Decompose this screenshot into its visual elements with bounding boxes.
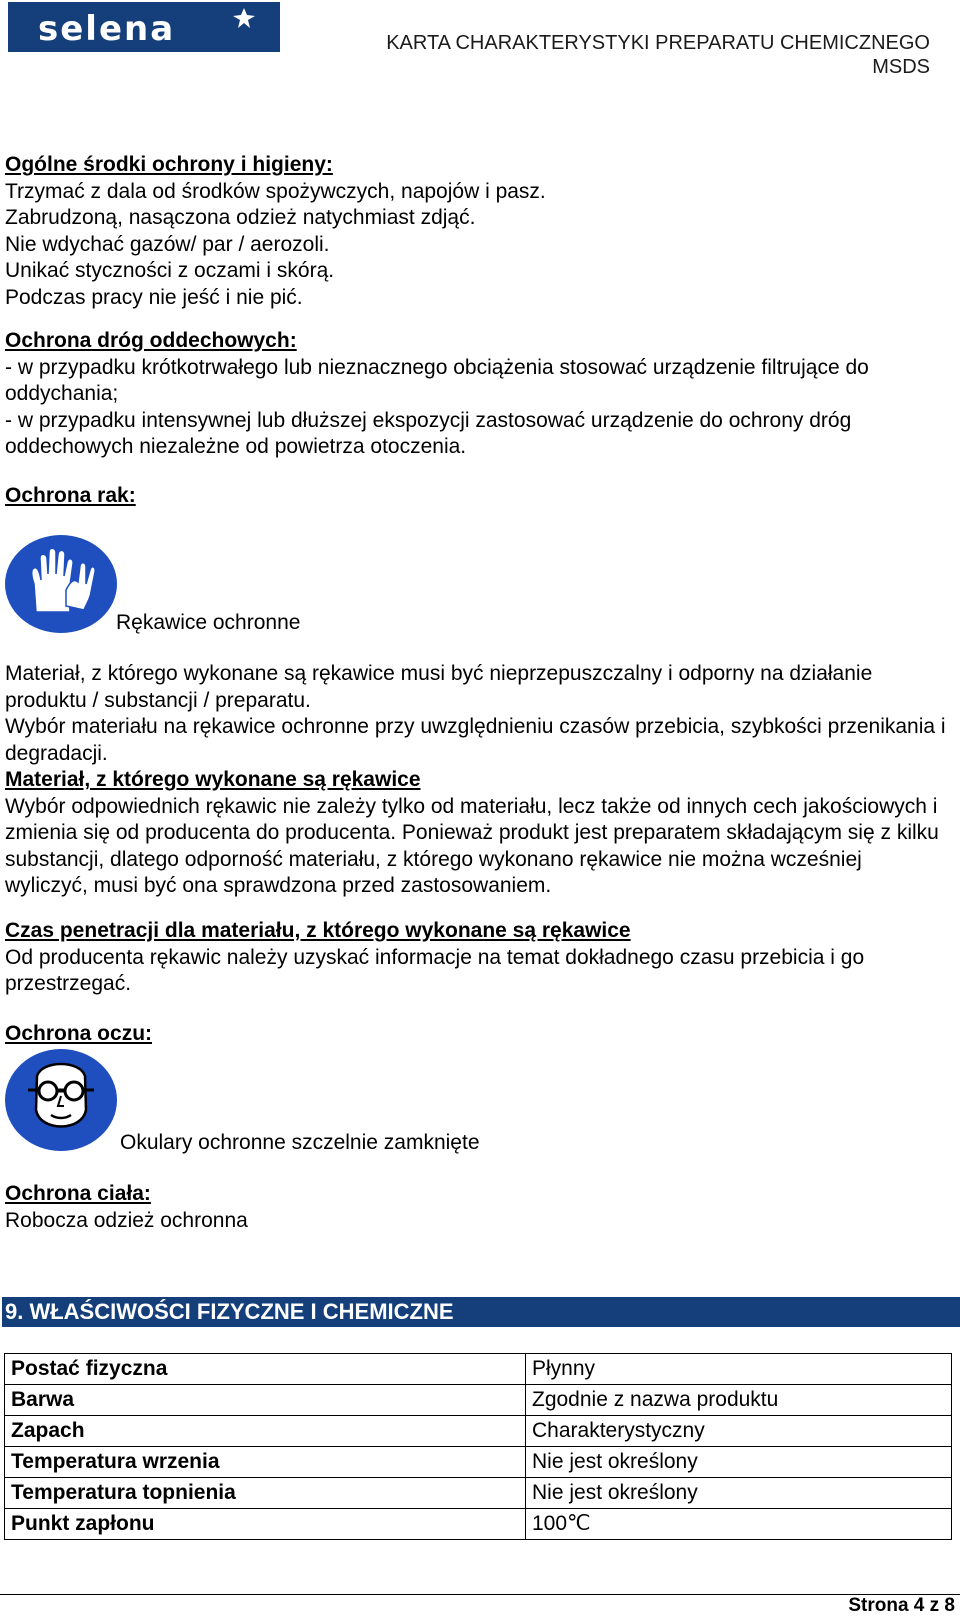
property-name: Temperatura topnienia	[5, 1478, 526, 1509]
table-row	[5, 1354, 952, 1385]
body-protection-text: Robocza odzież ochronna	[5, 1208, 248, 1232]
property-value: Nie jest określony	[526, 1447, 952, 1478]
gloves-para-1: Materiał, z którego wykonane są rękawice musi być nieprzepuszczalny i odporny na działanie produktu / substancji / preparatu.	[5, 662, 873, 712]
general-hygiene-heading: Ogólne środki ochrony i higieny:	[5, 153, 333, 176]
penetration-text: Od producenta rękawic należy uzyskać informacje na temat dokładnego czasu przebicia i go przestrzegać.	[5, 945, 865, 995]
property-value: Zgodnie z nazwa produktu	[526, 1385, 952, 1416]
property-name: Zapach	[5, 1416, 526, 1447]
eye-protection-heading-block	[5, 1021, 950, 1048]
property-name: Postać fizyczna	[5, 1354, 526, 1385]
respiratory-line-2: - w przypadku intensywnej lub dłuższej ekspozycji zastosować urządzenie do ochrony dróg oddechowych niezależne od powietrza otoczenia.	[5, 408, 852, 458]
penetration-section	[5, 918, 950, 998]
table-row	[5, 1478, 952, 1509]
property-value: Charakterystyczny	[526, 1416, 952, 1447]
gloves-caption: Rękawice ochronne	[116, 611, 301, 634]
body-protection-section	[5, 1181, 950, 1234]
general-line: Zabrudzoną, nasączona odzież natychmiast zdjąć.	[5, 206, 476, 229]
table-row	[5, 1385, 952, 1416]
hand-protection-heading: Ochrona rak:	[5, 484, 136, 507]
property-name: Barwa	[5, 1385, 526, 1416]
gloves-icon	[4, 534, 118, 634]
table-row	[5, 1509, 952, 1540]
physical-properties-table	[4, 1353, 952, 1540]
glove-material-text: Wybór odpowiednich rękawic nie zależy tylko od materiału, lecz także od innych cech jakościowych i zmienia się od producenta do producenta. Ponieważ produkt jest preparatem składającym się z kilku substancji, dlatego odporność materiału, z którego wykonano rękawice nie można wcześniej wyliczyć, musi być ona sprawdzona przed zastosowaniem.	[5, 794, 939, 897]
footer-divider	[0, 1594, 960, 1595]
general-line: Podczas pracy nie jeść i nie pić.	[5, 285, 303, 309]
goggles-caption: Okulary ochronne szczelnie zamknięte	[120, 1131, 480, 1154]
table-row	[5, 1416, 952, 1447]
respiratory-heading: Ochrona dróg oddechowych:	[5, 329, 297, 352]
body-protection-heading: Ochrona ciała:	[5, 1182, 151, 1205]
document-subtitle: MSDS	[872, 56, 930, 78]
property-name: Temperatura wrzenia	[5, 1447, 526, 1478]
logo-star-icon	[233, 8, 255, 28]
company-logo	[8, 2, 280, 52]
property-value: Nie jest określony	[526, 1478, 952, 1509]
document-title: KARTA CHARAKTERYSTYKI PREPARATU CHEMICZNEGO	[386, 32, 930, 54]
general-line: Nie wdychać gazów/ par / aerozoli.	[5, 232, 330, 256]
penetration-heading: Czas penetracji dla materiału, z którego wykonane są rękawice	[5, 919, 631, 942]
eye-protection-heading: Ochrona oczu:	[5, 1022, 153, 1045]
hand-protection-heading-block	[5, 483, 950, 510]
section-9-title: 9. WŁAŚCIWOŚCI FIZYCZNE I CHEMICZNE	[2, 1297, 960, 1327]
glove-material-heading: Materiał, z którego wykonane są rękawice	[5, 768, 421, 791]
gloves-details	[5, 661, 950, 900]
gloves-para-2: Wybór materiału na rękawice ochronne przy uwzględnieniu czasów przebicia, szybkości przenikania i degradacji.	[5, 715, 946, 765]
goggles-icon	[4, 1048, 118, 1152]
respiratory-line-1: - w przypadku krótkotrwałego lub nieznacznego obciążenia stosować urządzenie filtrujące do oddychania;	[5, 355, 869, 405]
table-row	[5, 1447, 952, 1478]
property-value: Płynny	[526, 1354, 952, 1385]
property-name: Punkt zapłonu	[5, 1509, 526, 1540]
general-line: Unikać styczności z oczami i skórą.	[5, 259, 335, 282]
property-value: 100℃	[526, 1509, 952, 1540]
logo-wordmark: selena	[38, 9, 176, 49]
page-number: Strona 4 z 8	[848, 1595, 955, 1616]
general-line: Trzymać z dala od środków spożywczych, napojów i pasz.	[5, 179, 546, 203]
general-hygiene-section	[5, 152, 950, 311]
respiratory-section	[5, 328, 950, 461]
